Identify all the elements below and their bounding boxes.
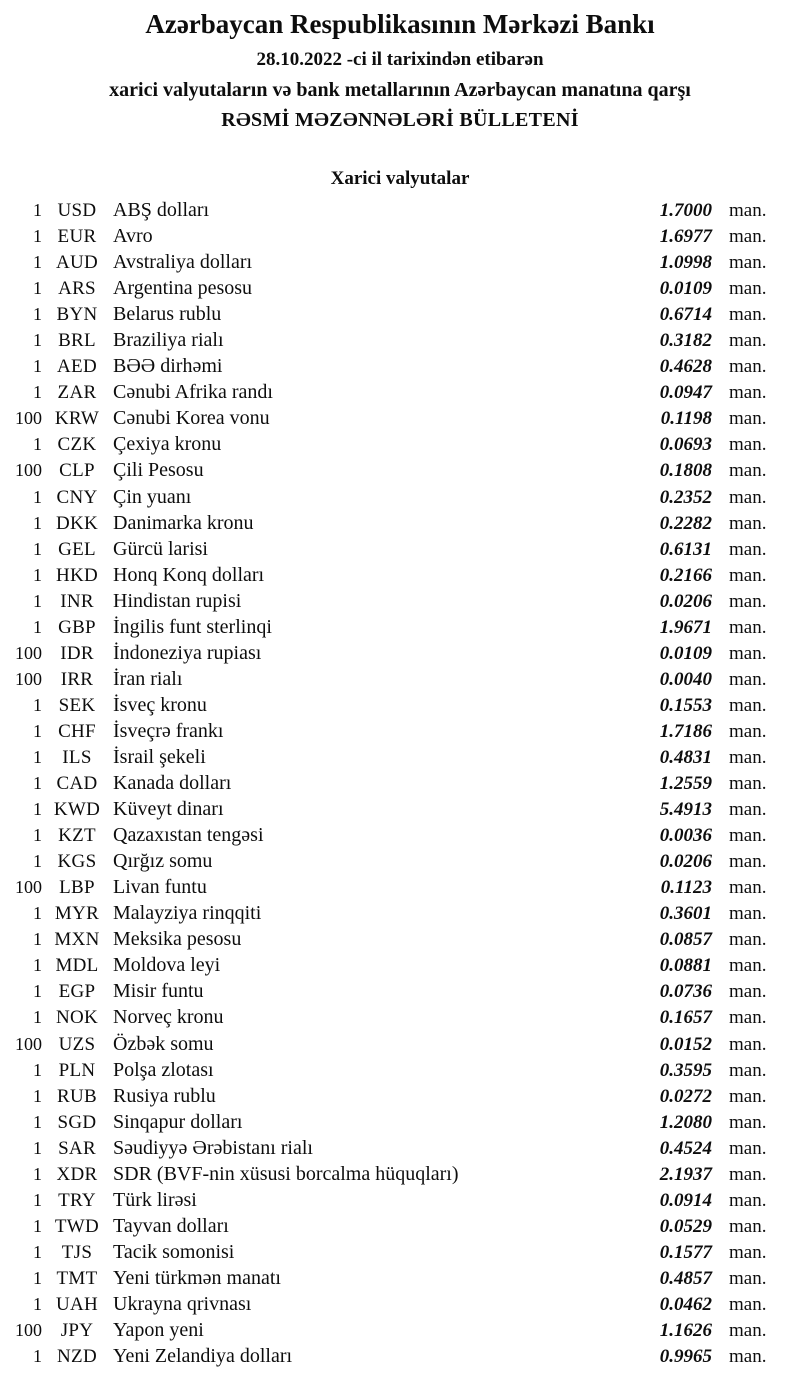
unit-label: man. (729, 1059, 767, 1081)
unit-label: man. (729, 929, 767, 951)
currency-quantity: 1 (33, 746, 42, 767)
currency-quantity: 1 (33, 799, 42, 820)
unit-label: man. (729, 1137, 767, 1159)
currency-quantity: 100 (15, 668, 42, 689)
currency-row (0, 588, 774, 614)
currency-quantity: 1 (33, 825, 42, 846)
currency-name: Qazaxıstan tengəsi (113, 824, 264, 847)
unit-label: man. (729, 304, 767, 326)
currency-quantity: 1 (33, 1059, 42, 1080)
unit-label: man. (729, 825, 767, 847)
currency-quantity: 100 (15, 460, 42, 481)
currency-name: Moldova leyi (113, 954, 221, 977)
currency-row (0, 197, 774, 223)
document-header (0, 0, 800, 132)
unit-label: man. (729, 851, 767, 873)
currency-quantity: 1 (33, 616, 42, 637)
unit-label: man. (729, 564, 767, 586)
currency-code: GBP (58, 616, 96, 638)
currency-row (0, 1317, 774, 1343)
currency-name: Sinqapur dolları (113, 1110, 243, 1133)
currency-code: MYR (54, 903, 100, 925)
currency-quantity: 1 (33, 1189, 42, 1210)
rate-value: 1.9671 (659, 616, 712, 638)
currency-row (0, 1135, 774, 1161)
currency-name: Türk lirəsi (113, 1188, 197, 1211)
currency-name: Çin yuanı (113, 485, 192, 508)
currency-quantity: 1 (33, 1346, 42, 1367)
unit-label: man. (729, 1346, 767, 1368)
currency-quantity: 1 (33, 1163, 42, 1184)
currency-code: NOK (55, 1007, 99, 1029)
currency-row (0, 405, 774, 431)
currency-row (0, 379, 774, 405)
unit-label: man. (729, 746, 767, 768)
currency-row (0, 640, 774, 666)
currency-quantity: 1 (33, 773, 42, 794)
unit-label: man. (729, 1215, 767, 1237)
unit-label: man. (729, 200, 767, 221)
currency-code: KWD (53, 799, 101, 821)
currency-name: Avstraliya dolları (113, 251, 253, 274)
currency-code: UZS (58, 1033, 96, 1055)
unit-label: man. (729, 981, 767, 1003)
currency-row (0, 848, 774, 874)
unit-label: man. (729, 512, 767, 534)
currency-name: İsveç kronu (113, 693, 207, 716)
rate-value: 0.1198 (660, 408, 712, 430)
currency-row (0, 457, 774, 483)
currency-row (0, 744, 774, 770)
currency-code: INR (60, 590, 94, 612)
currency-row (0, 770, 774, 796)
rate-value: 0.0272 (659, 1085, 712, 1107)
rate-value: 0.2352 (659, 486, 712, 508)
currency-row (0, 1343, 774, 1369)
rate-value: 0.0040 (659, 668, 712, 690)
unit-label: man. (729, 226, 767, 248)
currency-row (0, 223, 774, 249)
currency-code: TJS (61, 1241, 93, 1263)
currency-code: MXN (54, 929, 100, 951)
currency-row (0, 484, 774, 510)
currency-name: İsrail şekeli (113, 745, 206, 768)
currency-quantity: 1 (33, 538, 42, 559)
currency-quantity: 1 (33, 226, 42, 247)
currency-code: ZAR (57, 382, 97, 404)
rate-value: 0.0206 (659, 590, 712, 612)
currency-code: TWD (54, 1215, 100, 1237)
rate-value: 0.0529 (659, 1215, 712, 1237)
currency-code: SEK (58, 694, 96, 716)
currency-row (0, 301, 774, 327)
section-title-foreign-currencies: Xarici valyutalar (330, 168, 470, 189)
currency-name: Avro (113, 225, 153, 248)
currency-quantity: 1 (33, 486, 42, 507)
currency-name: Hindistan rupisi (113, 589, 242, 612)
currency-code: AUD (55, 252, 99, 274)
currency-code: CZK (57, 434, 97, 456)
rate-value: 0.0152 (659, 1033, 712, 1055)
currency-row (0, 275, 774, 301)
currency-name: Küveyt dinarı (113, 798, 224, 821)
rate-value: 0.0914 (659, 1189, 712, 1211)
currency-row (0, 1057, 774, 1083)
currency-quantity: 1 (33, 1007, 42, 1028)
currency-code: EGP (58, 981, 96, 1003)
currency-row (0, 874, 774, 900)
currency-quantity: 1 (33, 564, 42, 585)
currency-name: SDR (BVF-nin xüsusi borcalma hüquqları) (113, 1162, 459, 1185)
rate-value: 0.0857 (659, 929, 712, 951)
currency-code: GEL (58, 538, 96, 560)
currency-rates-table (0, 197, 800, 1369)
currency-quantity: 1 (33, 1111, 42, 1132)
currency-name: Özbək somu (113, 1032, 214, 1055)
currency-name: İran rialı (113, 667, 183, 690)
unit-label: man. (729, 720, 767, 742)
rate-value: 1.7186 (659, 720, 712, 742)
currency-row (0, 353, 774, 379)
currency-code: HKD (55, 564, 99, 586)
currency-row (0, 900, 774, 926)
currency-code: SGD (57, 1111, 97, 1133)
description-line: xarici valyutaların və bank metallarının Azərbaycan manatına qarşı (109, 79, 691, 101)
currency-quantity: 1 (33, 512, 42, 533)
currency-row (0, 1187, 774, 1213)
currency-quantity: 1 (33, 434, 42, 455)
currency-quantity: 1 (33, 1085, 42, 1106)
currency-quantity: 100 (15, 642, 42, 663)
currency-code: KZT (58, 825, 96, 847)
currency-name: Rusiya rublu (113, 1084, 216, 1107)
currency-quantity: 1 (33, 356, 42, 377)
currency-quantity: 100 (15, 877, 42, 898)
currency-row (0, 1031, 774, 1057)
unit-label: man. (729, 278, 767, 300)
rate-value: 0.0693 (659, 434, 712, 456)
rate-value: 0.0036 (659, 825, 712, 847)
currency-quantity: 1 (33, 200, 42, 220)
unit-label: man. (729, 955, 767, 977)
currency-name: Belarus rublu (113, 303, 222, 326)
bulletin-title: RƏSMİ MƏZƏNNƏLƏRİ BÜLLETENİ (221, 109, 579, 131)
currency-code: USD (57, 200, 97, 221)
currency-quantity: 1 (33, 955, 42, 976)
rate-value: 1.6977 (659, 226, 712, 248)
unit-label: man. (729, 590, 767, 612)
rate-value: 0.0736 (659, 981, 712, 1003)
unit-label: man. (729, 642, 767, 664)
unit-label: man. (729, 252, 767, 274)
currency-row (0, 1213, 774, 1239)
currency-row (0, 1161, 774, 1187)
currency-row (0, 692, 774, 718)
currency-row (0, 978, 774, 1004)
rate-value: 0.6714 (659, 304, 712, 326)
currency-name: Norveç kronu (113, 1006, 224, 1029)
rate-value: 1.2559 (659, 773, 712, 795)
currency-quantity: 1 (33, 590, 42, 611)
currency-name: Meksika pesosu (113, 928, 242, 951)
rate-value: 0.0947 (659, 382, 712, 404)
currency-name: Polşa zlotası (113, 1058, 214, 1081)
currency-code: TRY (58, 1189, 96, 1211)
rate-value: 0.4857 (659, 1267, 712, 1289)
unit-label: man. (729, 773, 767, 795)
currency-row (0, 1239, 774, 1265)
rate-value: 1.1626 (659, 1320, 712, 1342)
unit-label: man. (729, 1293, 767, 1315)
currency-name: Tacik somonisi (113, 1240, 235, 1263)
currency-name: Livan funtu (113, 876, 207, 899)
currency-row (0, 1083, 774, 1109)
currency-quantity: 100 (15, 1320, 42, 1341)
currency-name: Yapon yeni (113, 1319, 204, 1342)
rate-value: 5.4913 (659, 799, 712, 821)
currency-name: Honq Konq dolları (113, 563, 265, 586)
unit-label: man. (729, 1320, 767, 1342)
currency-code: CAD (56, 773, 98, 795)
currency-name: Braziliya rialı (113, 329, 224, 352)
currency-code: ILS (62, 746, 92, 768)
currency-name: İsveçrə frankı (113, 719, 224, 742)
currency-name: ABŞ dolları (113, 199, 210, 221)
rate-value: 1.2080 (659, 1111, 712, 1133)
unit-label: man. (729, 1033, 767, 1055)
rate-value: 0.1577 (659, 1241, 712, 1263)
currency-row (0, 327, 774, 353)
currency-code: CNY (56, 486, 98, 508)
currency-name: Misir funtu (113, 980, 204, 1003)
currency-name: Səudiyyə Ərəbistanı rialı (113, 1136, 313, 1159)
currency-row (0, 718, 774, 744)
unit-label: man. (729, 1189, 767, 1211)
unit-label: man. (729, 1111, 767, 1133)
rate-value: 0.0109 (659, 642, 712, 664)
unit-label: man. (729, 877, 767, 899)
bank-title: Azərbaycan Respublikasının Mərkəzi Bankı (145, 9, 655, 39)
rate-value: 0.0206 (659, 851, 712, 873)
currency-name: Argentina pesosu (113, 277, 253, 300)
currency-row (0, 1291, 774, 1317)
currency-row (0, 666, 774, 692)
unit-label: man. (729, 460, 767, 482)
currency-name: Kanada dolları (113, 772, 232, 795)
rate-value: 0.0881 (659, 955, 712, 977)
unit-label: man. (729, 356, 767, 378)
unit-label: man. (729, 382, 767, 404)
currency-code: DKK (55, 512, 99, 534)
currency-name: Yeni Zelandiya dolları (113, 1345, 293, 1368)
currency-code: BRL (58, 330, 96, 352)
rate-value: 1.0998 (659, 252, 712, 274)
currency-row (0, 249, 774, 275)
currency-row (0, 822, 774, 848)
unit-label: man. (729, 694, 767, 716)
rate-value: 2.1937 (659, 1163, 712, 1185)
currency-quantity: 1 (33, 1293, 42, 1314)
currency-quantity: 100 (15, 1033, 42, 1054)
currency-row (0, 926, 774, 952)
currency-quantity: 1 (33, 929, 42, 950)
currency-name: Yeni türkmən manatı (113, 1266, 281, 1289)
currency-quantity: 1 (33, 252, 42, 273)
currency-code: TMT (56, 1267, 98, 1289)
currency-quantity: 1 (33, 330, 42, 351)
rate-value: 0.1123 (660, 877, 712, 899)
currency-code: SAR (58, 1137, 96, 1159)
rate-value: 1.7000 (659, 200, 712, 221)
currency-quantity: 1 (33, 382, 42, 403)
rate-value: 0.0462 (659, 1293, 712, 1315)
rate-value: 0.3182 (659, 330, 712, 352)
currency-code: LBP (59, 877, 95, 899)
currency-row (0, 431, 774, 457)
rate-value: 0.4628 (659, 356, 712, 378)
currency-quantity: 1 (33, 694, 42, 715)
rate-value: 0.0109 (659, 278, 712, 300)
rate-value: 0.4831 (659, 746, 712, 768)
currency-code: KRW (54, 408, 100, 430)
currency-row (0, 1004, 774, 1030)
rate-value: 0.2166 (659, 564, 712, 586)
currency-name: İndoneziya rupiası (113, 641, 262, 664)
currency-row (0, 952, 774, 978)
currency-quantity: 100 (15, 408, 42, 429)
currency-code: JPY (60, 1320, 94, 1342)
currency-quantity: 1 (33, 720, 42, 741)
currency-quantity: 1 (33, 278, 42, 299)
rate-value: 0.1808 (659, 460, 712, 482)
currency-name: Ukrayna qrivnası (113, 1292, 252, 1315)
unit-label: man. (729, 434, 767, 456)
rate-value: 0.1657 (659, 1007, 712, 1029)
currency-code: BYN (56, 304, 98, 326)
rate-value: 0.1553 (659, 694, 712, 716)
rate-value: 0.6131 (659, 538, 712, 560)
currency-quantity: 1 (33, 304, 42, 325)
currency-code: ARS (58, 278, 96, 300)
currency-row (0, 536, 774, 562)
currency-row (0, 562, 774, 588)
currency-name: Malayziya rinqqiti (113, 902, 262, 925)
currency-code: XDR (56, 1163, 98, 1185)
currency-quantity: 1 (33, 1137, 42, 1158)
currency-code: CLP (59, 460, 95, 482)
currency-row (0, 614, 774, 640)
rate-value: 0.3601 (659, 903, 712, 925)
currency-quantity: 1 (33, 1215, 42, 1236)
unit-label: man. (729, 1085, 767, 1107)
unit-label: man. (729, 486, 767, 508)
rate-value: 0.4524 (659, 1137, 712, 1159)
currency-name: Tayvan dolları (113, 1214, 229, 1237)
currency-name: Cənubi Afrika randı (113, 381, 273, 404)
currency-name: Çexiya kronu (113, 433, 222, 456)
unit-label: man. (729, 1007, 767, 1029)
currency-code: UAH (55, 1293, 99, 1315)
rate-value: 0.9965 (659, 1346, 712, 1368)
currency-code: IDR (60, 642, 94, 664)
unit-label: man. (729, 799, 767, 821)
unit-label: man. (729, 408, 767, 430)
effective-date-line: 28.10.2022 -ci il tarixindən etibarən (256, 49, 544, 70)
currency-quantity: 1 (33, 1241, 42, 1262)
currency-quantity: 1 (33, 851, 42, 872)
unit-label: man. (729, 538, 767, 560)
currency-name: Qırğız somu (113, 850, 213, 873)
currency-code: KGS (57, 851, 97, 873)
currency-code: PLN (58, 1059, 96, 1081)
currency-name: Cənubi Korea vonu (113, 407, 270, 430)
currency-code: NZD (57, 1346, 97, 1368)
currency-code: CHF (58, 720, 96, 742)
currency-quantity: 1 (33, 981, 42, 1002)
currency-code: RUB (57, 1085, 97, 1107)
currency-row (0, 510, 774, 536)
unit-label: man. (729, 903, 767, 925)
unit-label: man. (729, 330, 767, 352)
currency-code: AED (57, 356, 97, 378)
unit-label: man. (729, 1163, 767, 1185)
currency-name: Danimarka kronu (113, 511, 254, 534)
rate-value: 0.3595 (659, 1059, 712, 1081)
unit-label: man. (729, 668, 767, 690)
currency-code: EUR (57, 226, 97, 248)
currency-quantity: 1 (33, 1267, 42, 1288)
currency-code: IRR (60, 668, 94, 690)
currency-row (0, 1265, 774, 1291)
currency-code: MDL (55, 955, 99, 977)
unit-label: man. (729, 616, 767, 638)
currency-row (0, 1109, 774, 1135)
currency-name: Çili Pesosu (113, 459, 204, 482)
unit-label: man. (729, 1241, 767, 1263)
currency-name: Gürcü larisi (113, 537, 208, 560)
currency-name: İngilis funt sterlinqi (113, 615, 272, 638)
unit-label: man. (729, 1267, 767, 1289)
currency-row (0, 796, 774, 822)
currency-name: BƏƏ dirhəmi (113, 355, 223, 378)
currency-quantity: 1 (33, 903, 42, 924)
rate-value: 0.2282 (659, 512, 712, 534)
